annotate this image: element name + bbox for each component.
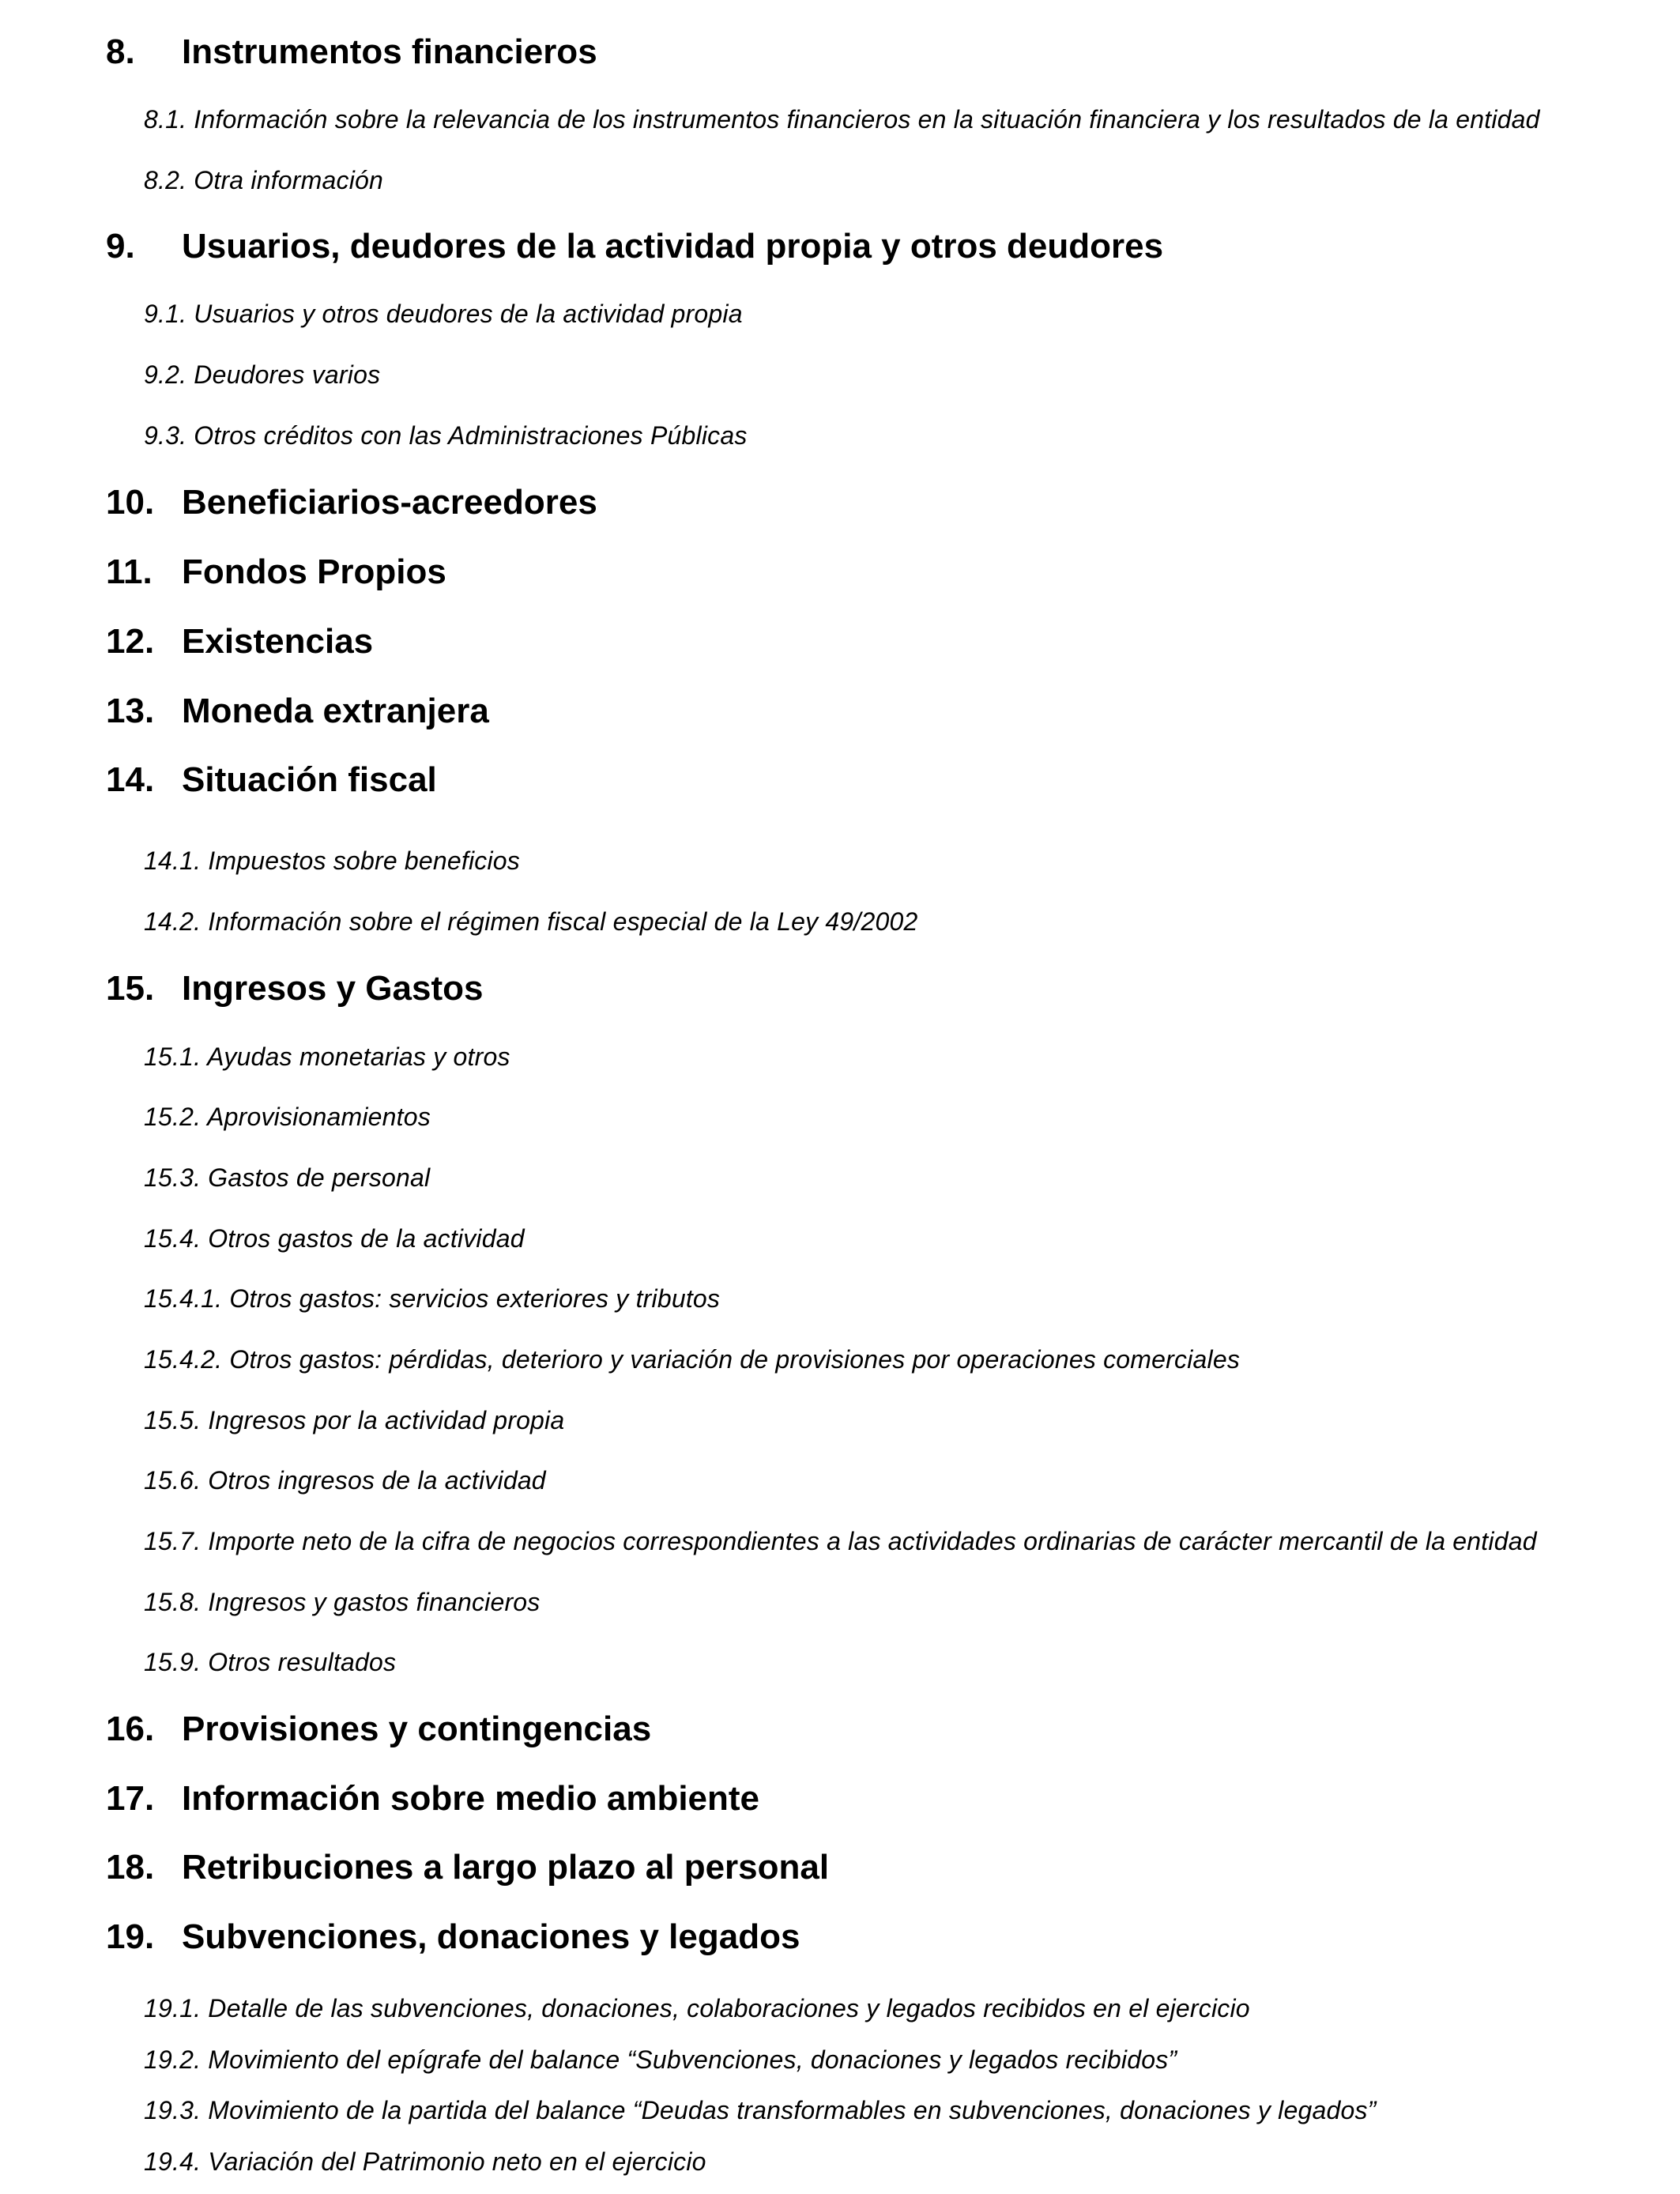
subsection-19-1: 19.1. Detalle de las subvenciones, donaciones, colaboraciones y legados recibidos en el ejercicio [144,1994,1250,2022]
heading-title: Información sobre medio ambiente [182,1779,760,1818]
heading-title: Ingresos y Gastos [182,969,484,1008]
subsection-9-1: 9.1. Usuarios y otros deudores de la actividad propia [144,300,743,328]
subsection-8-2: 8.2. Otra información [144,166,383,194]
subsection-15-4-1: 15.4.1. Otros gastos: servicios exteriores y tributos [144,1284,721,1313]
heading-16 [106,1707,651,1751]
heading-number: 13. [106,692,155,730]
subsection-19-3: 19.3. Movimiento de la partida del balance “Deudas transformables en subvenciones, donaciones y legados” [144,2096,1377,2124]
heading-title: Beneficiarios-acreedores [182,483,597,522]
subsection-15-1: 15.1. Ayudas monetarias y otros [144,1042,510,1071]
heading-title: Provisiones y contingencias [182,1710,652,1748]
heading-title: Situación fiscal [182,760,437,799]
heading-9 [106,224,1163,269]
heading-number: 8. [106,32,135,71]
subsection-15-4-2: 15.4.2. Otros gastos: pérdidas, deterioro y variación de provisiones por operaciones comerciales [144,1345,1241,1374]
subsection-9-2: 9.2. Deudores varios [144,360,381,389]
heading-title: Moneda extranjera [182,692,489,730]
heading-number: 15. [106,969,155,1008]
heading-title: Existencias [182,622,374,661]
heading-number: 11. [106,552,153,591]
subsection-15-5: 15.5. Ingresos por la actividad propia [144,1406,565,1434]
heading-15 [106,967,483,1011]
subsection-19-2: 19.2. Movimiento del epígrafe del balance “Subvenciones, donaciones y legados recibidos” [144,2045,1177,2074]
subsection-15-4: 15.4. Otros gastos de la actividad [144,1224,525,1253]
heading-title: Instrumentos financieros [182,32,597,71]
heading-11 [106,550,446,594]
heading-10 [106,481,597,525]
heading-title: Subvenciones, donaciones y legados [182,1917,800,1956]
subsection-15-2: 15.2. Aprovisionamientos [144,1103,431,1131]
heading-title: Usuarios, deudores de la actividad propia y otros deudores [182,227,1164,266]
subsection-14-2: 14.2. Información sobre el régimen fiscal especial de la Ley 49/2002 [144,907,918,936]
subsection-19-4: 19.4. Variación del Patrimonio neto en el ejercicio [144,2147,706,2176]
subsection-14-1: 14.1. Impuestos sobre beneficios [144,846,521,875]
heading-13 [106,689,489,733]
subsection-15-3: 15.3. Gastos de personal [144,1163,431,1192]
heading-number: 9. [106,227,135,266]
heading-number: 12. [106,622,155,661]
heading-8 [106,30,597,74]
heading-number: 19. [106,1917,155,1956]
heading-12 [106,620,373,664]
subsection-15-8: 15.8. Ingresos y gastos financieros [144,1588,541,1616]
subsection-15-7: 15.7. Importe neto de la cifra de negocios correspondientes a las actividades ordinarias de carácter mercantil de la entidad [144,1527,1537,1555]
heading-number: 14. [106,760,155,799]
heading-19 [106,1915,800,1959]
heading-number: 18. [106,1848,155,1887]
heading-14 [106,758,437,802]
subsection-9-3: 9.3. Otros créditos con las Administraciones Públicas [144,421,748,450]
subsection-8-1: 8.1. Información sobre la relevancia de los instrumentos financieros en la situación financiera y los resultados de la entidad [144,105,1540,134]
heading-18 [106,1845,829,1890]
subsection-15-6: 15.6. Otros ingresos de la actividad [144,1466,546,1495]
heading-title: Retribuciones a largo plazo al personal [182,1848,830,1887]
heading-17 [106,1777,759,1821]
heading-number: 17. [106,1779,155,1818]
subsection-15-9: 15.9. Otros resultados [144,1648,397,1676]
heading-number: 16. [106,1710,155,1748]
heading-title: Fondos Propios [182,552,446,591]
heading-number: 10. [106,483,155,522]
